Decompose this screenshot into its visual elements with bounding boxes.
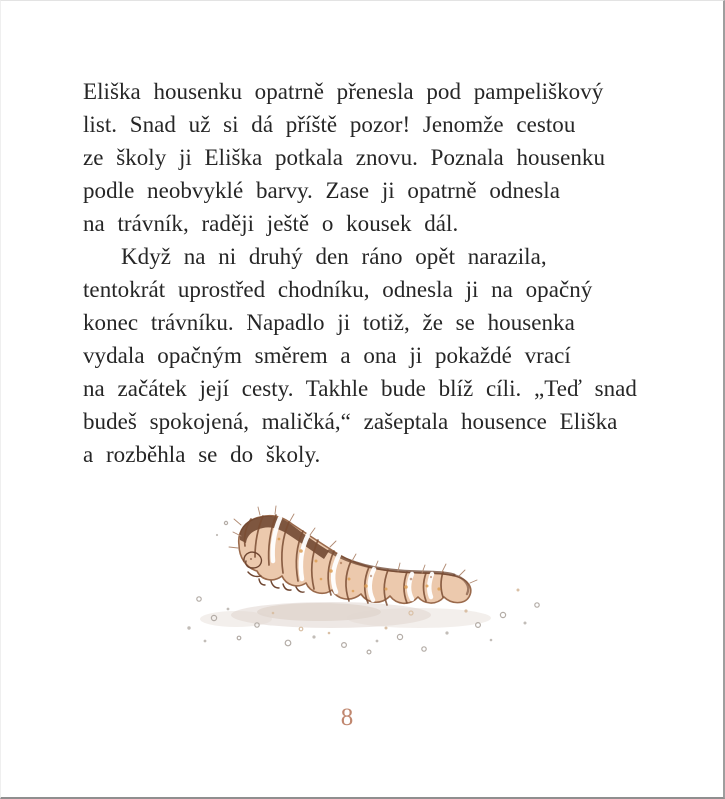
story-line: a rozběhla se do školy.	[83, 442, 321, 467]
story-line: list. Snad už si dá příště pozor! Jenomže cestou	[83, 112, 576, 137]
story-line: podle neobvyklé barvy. Zase ji opatrně odnesla	[83, 178, 560, 203]
story-line: vydala opačným směrem a ona ji pokaždé vrací	[83, 343, 571, 368]
caterpillar-illustration	[181, 491, 551, 661]
page-number: 8	[340, 704, 354, 731]
caterpillar-body	[229, 506, 477, 605]
story-line: Eliška housenku opatrně přenesla pod pampeliškový	[83, 79, 604, 104]
story-line: tentokrát uprostřed chodníku, odnesla ji na opačný	[83, 277, 593, 302]
story-line: Když na ni druhý den ráno opět narazila,	[121, 244, 547, 269]
story-text	[83, 75, 637, 471]
story-line: na trávník, raději ještě o kousek dál.	[83, 211, 459, 236]
story-line: budeš spokojená, maličká,“ zašeptala housence Eliška	[83, 409, 618, 434]
story-line: ze školy ji Eliška potkala znovu. Poznala housenku	[83, 145, 605, 170]
story-line: konec trávníku. Napadlo ji totiž, že se housenka	[83, 310, 575, 335]
story-line: na začátek její cesty. Takhle bude blíž cíli. „Teď snad	[83, 376, 637, 401]
ground-shadow	[200, 602, 491, 628]
